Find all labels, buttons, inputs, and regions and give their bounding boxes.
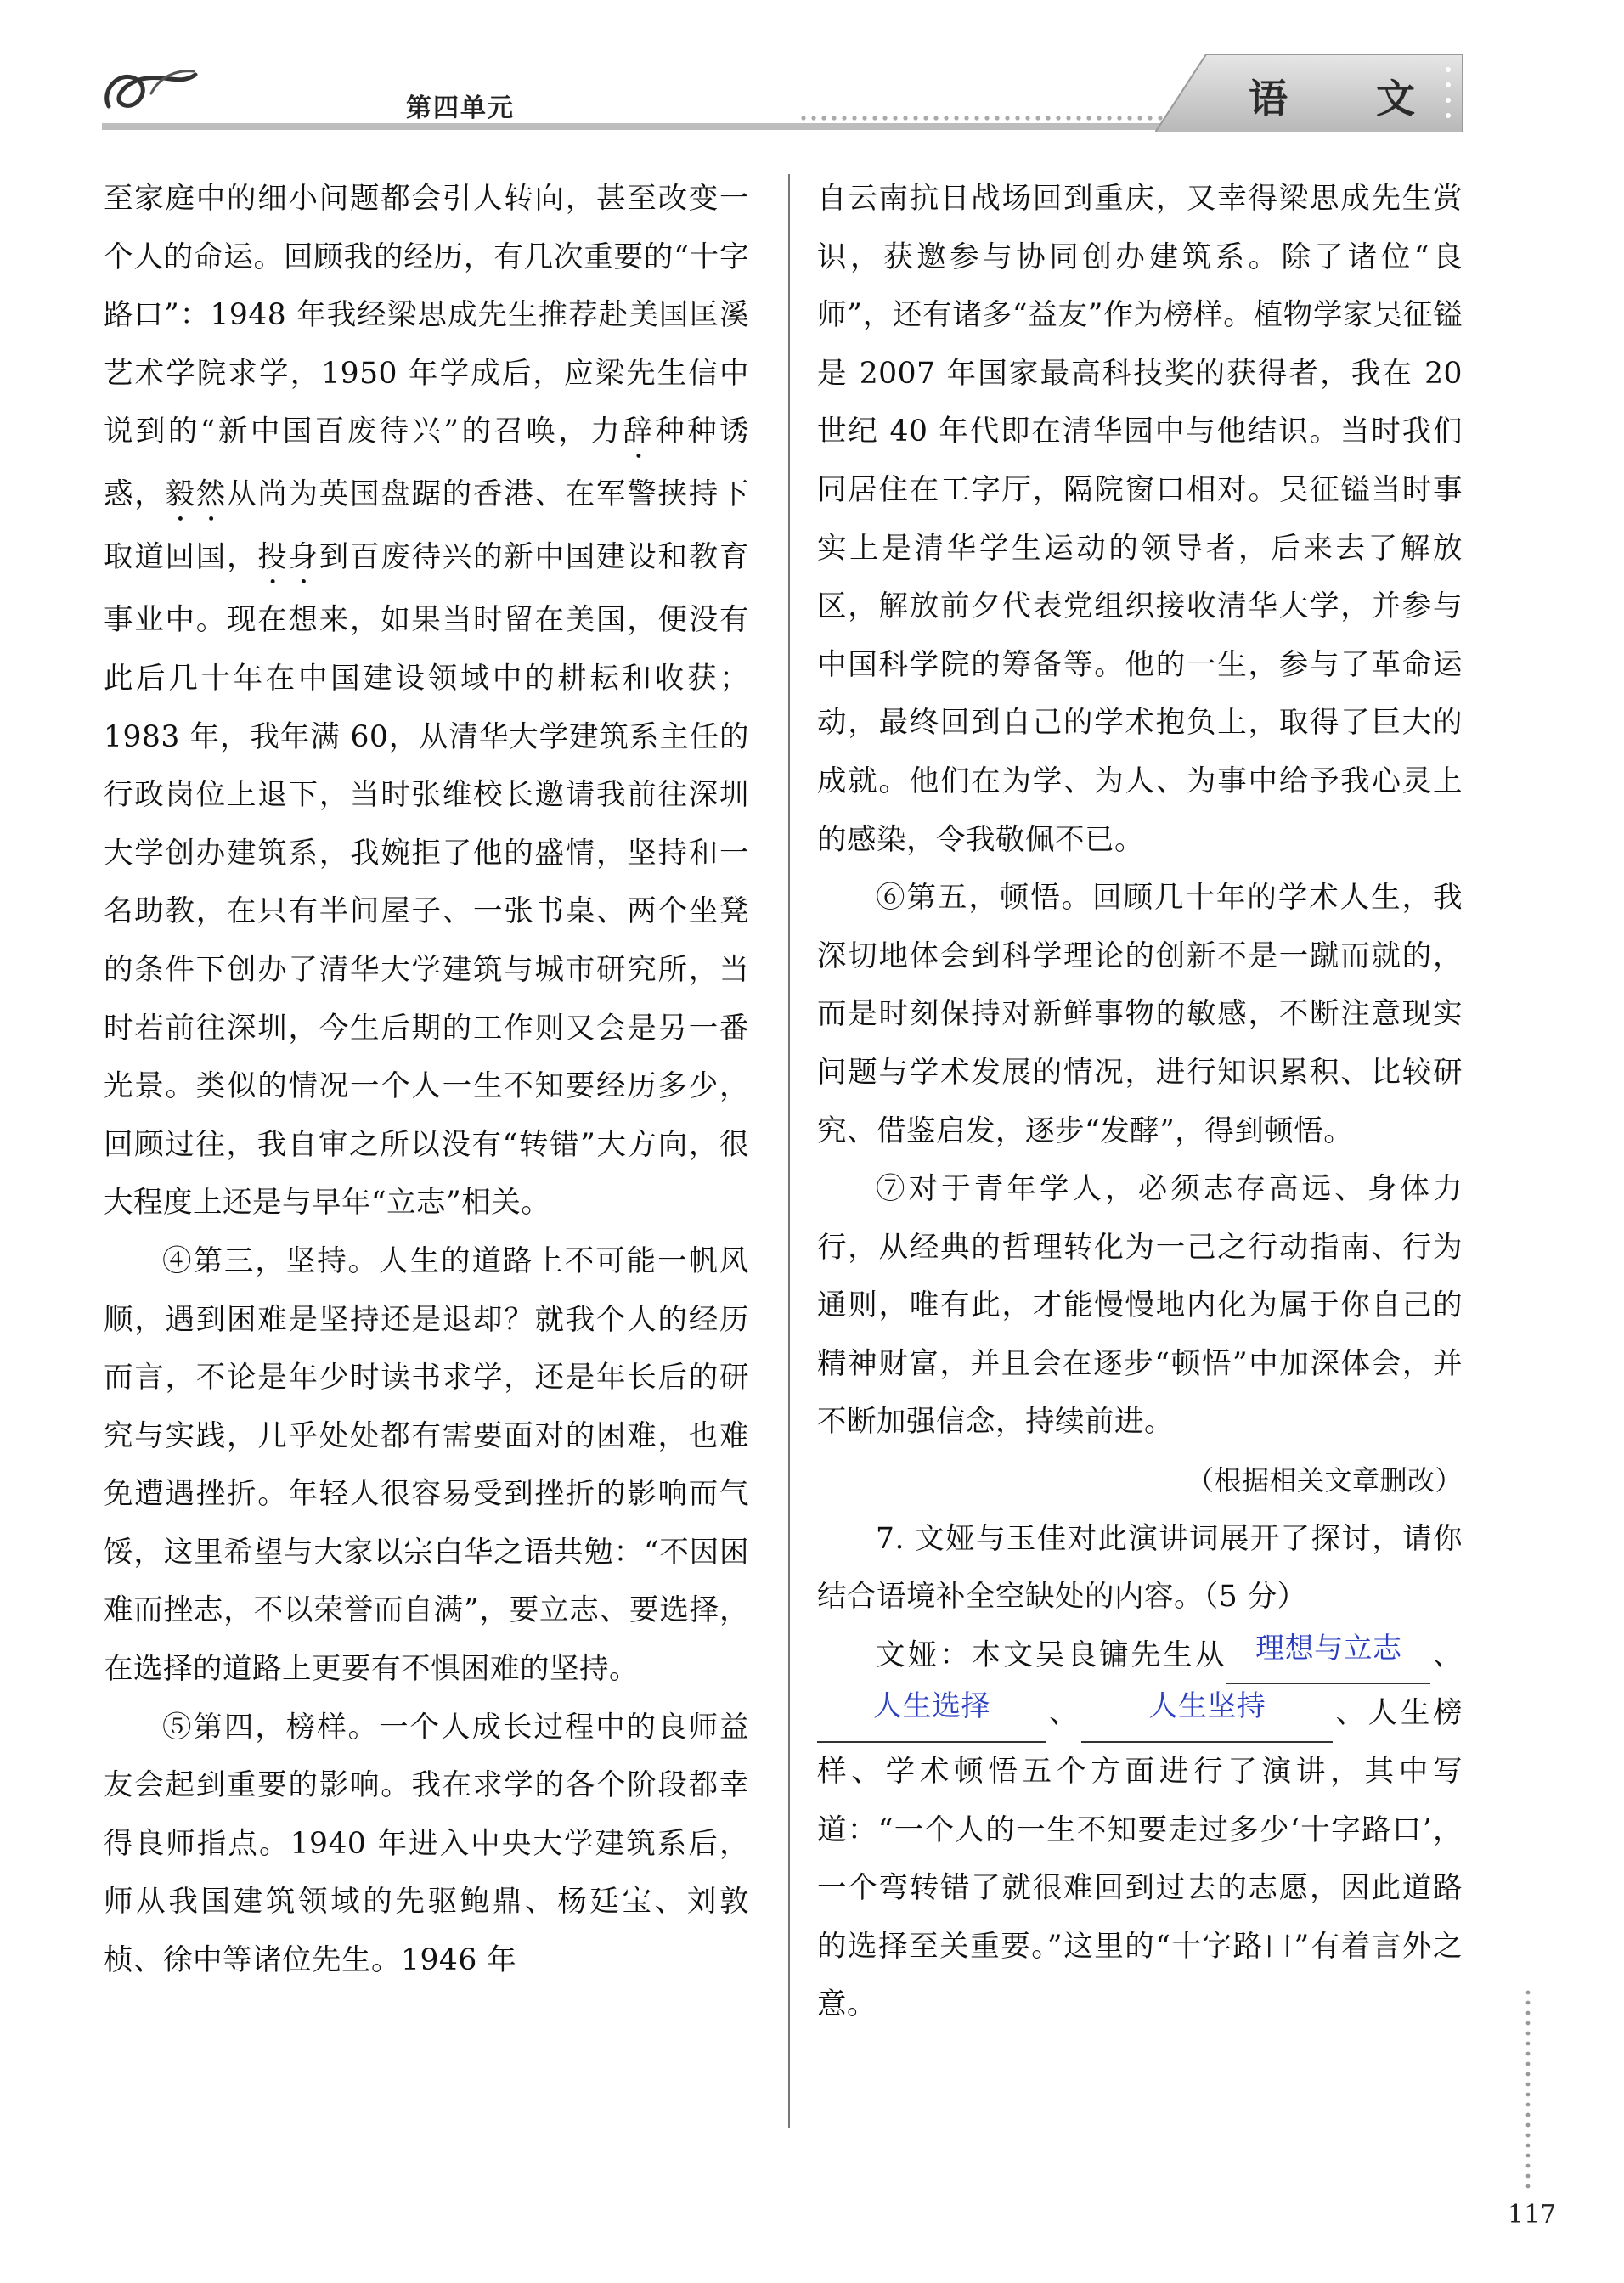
swirl-logo-icon <box>100 59 202 119</box>
source-note: （根据相关文章删改） <box>1186 1464 1463 1497</box>
emphasis-ci: 辞 <box>623 414 656 449</box>
side-dot-strip <box>1525 1987 1531 2191</box>
answer-paragraph: 文娅：本文吴良镛先生从 理想与立志 、 人生选择 、 人生坚持 、人生榜样、学术顿悟五个方面进行了演讲，其中写道：“一个人的一生不知要走过多少‘十字路口’，一个弯转错了就很难回到过去的志愿，因此道路的选择至关重要。”这里的“十字路口”有着言外之意。 <box>817 1626 1463 2034</box>
paragraph-5: ⑤第四，榜样。一个人成长过程中的良师益友会起到重要的影响。我在求学的各个阶段都幸得良师指点。1940 年进入中央大学建筑系后，师从我国建筑领域的先驱鲍鼎、杨廷宝、刘敦桢、徐中等诸位先生。1946 年 <box>104 1710 749 1978</box>
emphasis-toushen: 投身 <box>257 540 319 575</box>
unit-label: 第四单元 <box>406 93 515 123</box>
page-header <box>0 0 1624 136</box>
right-column <box>817 170 1463 2034</box>
paragraph-4: ④第三，坚持。人生的道路上不可能一帆风顺，遇到困难是坚持还是退却？就我个人的经历而言，不论是年少时读书求学，还是年长后的研究与实践，几乎处处都有需要面对的困难，也难免遭遇挫折。年轻人很容易受到挫折的影响而气馁，这里希望与大家以宗白华之语共勉：“不因困难而挫志，不以荣誉而自满”，要立志、要选择，在选择的道路上更要有不惧困难的坚持。 <box>104 1243 749 1687</box>
paragraph-5-continued: 自云南抗日战场回到重庆，又幸得梁思成先生赏识，获邀参与协同创办建筑系。除了诸位“良师”，还有诸多“益友”作为榜样。植物学家吴征镒是 2007 年国家最高科技奖的获得者，我在 20 世纪 40 年代即在清华园中与他结识。当时我们同居住在工字厅，隔院窗口相对。吴征镒当时事实上是清华学生运动的领导者，后来去了解放区，解放前夕代表党组织接收清华大学，并参与中国科学院的筹备等。他的一生，参与了革命运动，最终回到自己的学术抱负上，取得了巨大的成就。他们在为学、为人、为事中给予我心灵上的感染，令我敬佩不已。 <box>817 182 1463 857</box>
left-column <box>104 170 749 1990</box>
handwritten-answer-3: 人生坚持 <box>1148 1689 1266 1724</box>
answer-blank-2[interactable] <box>817 1689 1046 1743</box>
paragraph-7: ⑦对于青年学人，必须志存高远、身体力行，从经典的哲理转化为一己之行动指南、行为通则，唯有此，才能慢慢地内化为属于你自己的精神财富，并且会在逐步“顿悟”中加深体会，并不断加强信念，持续前进。 <box>817 1172 1463 1440</box>
paragraph-3-continued: 至家庭中的细小问题都会引人转向，甚至改变一个人的命运。回顾我的经历，有几次重要的“十字路口”：1948 年我经梁思成先生推荐赴美国匡溪艺术学院求学，1950 年学成后，应梁先生信中说到的“新中国百废待兴”的召唤，力辞种种诱惑，毅然从尚为英国盘踞的香港、在军警挟持下取道回国，投身到百废待兴的新中国建设和教育事业中。现在想来，如果当时留在美国，便没有此后几十年在中国建设领域中的耕耘和收获；1983 年，我年满 60，从清华大学建筑系主任的行政岗位上退下，当时张维校长邀请我前往深圳大学创办建筑系，我婉拒了他的盛情，坚持和一名助教，在只有半间屋子、一张书桌、两个坐凳的条件下创办了清华大学建筑与城市研究所，当时若前往深圳，今生后期的工作则又会是另一番光景。类似的情况一个人一生不知要经历多少，回顾过往，我自审之所以没有“转错”大方向，很大程度上还是与早年“立志”相关。 <box>104 182 749 1220</box>
column-divider <box>788 174 790 2128</box>
emphasis-yiran: 毅然 <box>165 477 227 512</box>
subject-label: 语 文 <box>1249 76 1453 121</box>
question-7: 7. 文娅与玉佳对此演讲词展开了探讨，请你结合语境补全空缺处的内容。（5 分） <box>817 1521 1463 1615</box>
handwritten-answer-2: 人生选择 <box>873 1689 990 1724</box>
paragraph-6: ⑥第五，顿悟。回顾几十年的学术人生，我深切地体会到科学理论的创新不是一蹴而就的，而是时刻保持对新鲜事物的敏感，不断注意现实问题与学术发展的情况，进行知识累积、比较研究、借鉴启发，逐步“发酵”，得到顿悟。 <box>817 881 1463 1148</box>
handwritten-answer-1: 理想与立志 <box>1255 1631 1402 1666</box>
page-number: 117 <box>1508 2200 1557 2229</box>
answer-blank-3[interactable] <box>1081 1689 1333 1743</box>
header-dot-strip <box>798 112 1172 124</box>
